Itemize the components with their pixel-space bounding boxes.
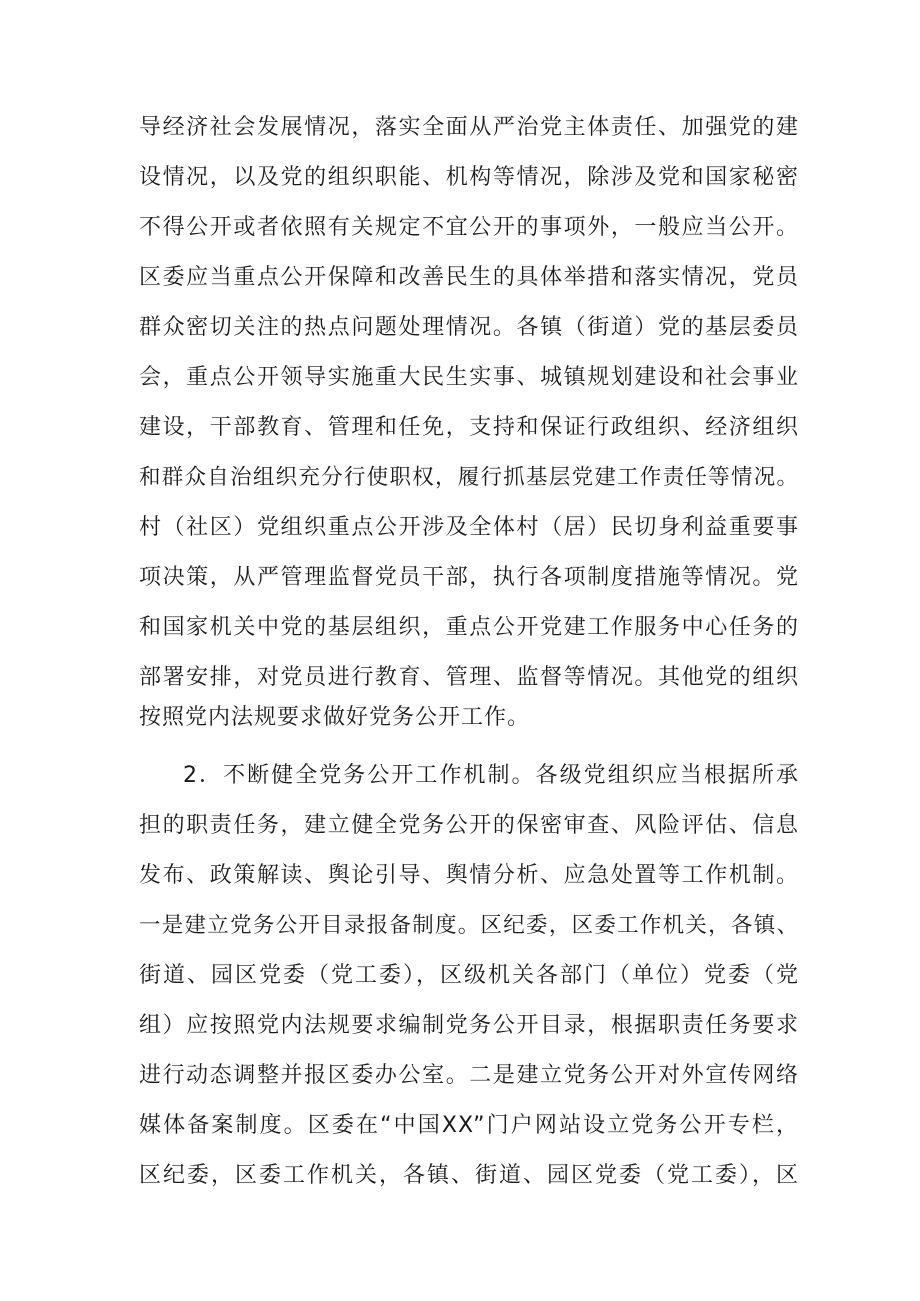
body-text-line: 会，重点公开领导实施重大民生实事、城镇规划建设和社会事业: [139, 365, 799, 390]
body-text-line: 按照党内法规要求做好党务公开工作。: [139, 705, 531, 730]
body-text-line: 不得公开或者依照有关规定不宜公开的事项外，一般应当公开。: [139, 215, 799, 240]
section-heading-line: 2．不断健全党务公开工作机制。各级党组织应当根据所承: [183, 763, 799, 788]
body-text-line: 村（社区）党组织重点公开涉及全体村（居）民切身利益重要事: [139, 515, 799, 540]
body-text-line: 设情况，以及党的组织职能、机构等情况，除涉及党和国家秘密: [139, 165, 799, 190]
body-text-line: 导经济社会发展情况，落实全面从严治党主体责任、加强党的建: [139, 115, 799, 140]
body-text-line: 区委应当重点公开保障和改善民生的具体举措和落实情况，党员: [139, 265, 799, 290]
body-text-line: 发布、政策解读、舆论引导、舆情分析、应急处置等工作机制。: [139, 863, 799, 888]
body-text-line: 和国家机关中党的基层组织，重点公开党建工作服务中心任务的: [139, 615, 799, 640]
body-text-line: 担的职责任务，建立健全党务公开的保密审查、风险评估、信息: [139, 813, 799, 838]
body-text-line: 一是建立党务公开目录报备制度。区纪委，区委工作机关，各镇、: [139, 913, 799, 938]
body-text-line: 和群众自治组织充分行使职权，履行抓基层党建工作责任等情况。: [139, 465, 799, 490]
body-text-line: 进行动态调整并报区委办公室。二是建立党务公开对外宣传网络: [139, 1063, 799, 1088]
body-text-line: 媒体备案制度。区委在“中国XX”门户网站设立党务公开专栏，: [139, 1113, 799, 1138]
body-text-line: 街道、园区党委（党工委），区级机关各部门（单位）党委（党: [139, 963, 799, 988]
body-text-line: 项决策，从严管理监督党员干部，执行各项制度措施等情况。党: [139, 565, 799, 590]
body-text-line: 群众密切关注的热点问题处理情况。各镇（街道）党的基层委员: [139, 315, 799, 340]
body-text-line: 区纪委，区委工作机关，各镇、街道、园区党委（党工委），区: [139, 1163, 799, 1188]
body-text-line: 建设，干部教育、管理和任免，支持和保证行政组织、经济组织: [139, 415, 799, 440]
body-text-line: 组）应按照党内法规要求编制党务公开目录，根据职责任务要求: [139, 1013, 799, 1038]
body-text-line: 部署安排，对党员进行教育、管理、监督等情况。其他党的组织: [139, 665, 799, 690]
